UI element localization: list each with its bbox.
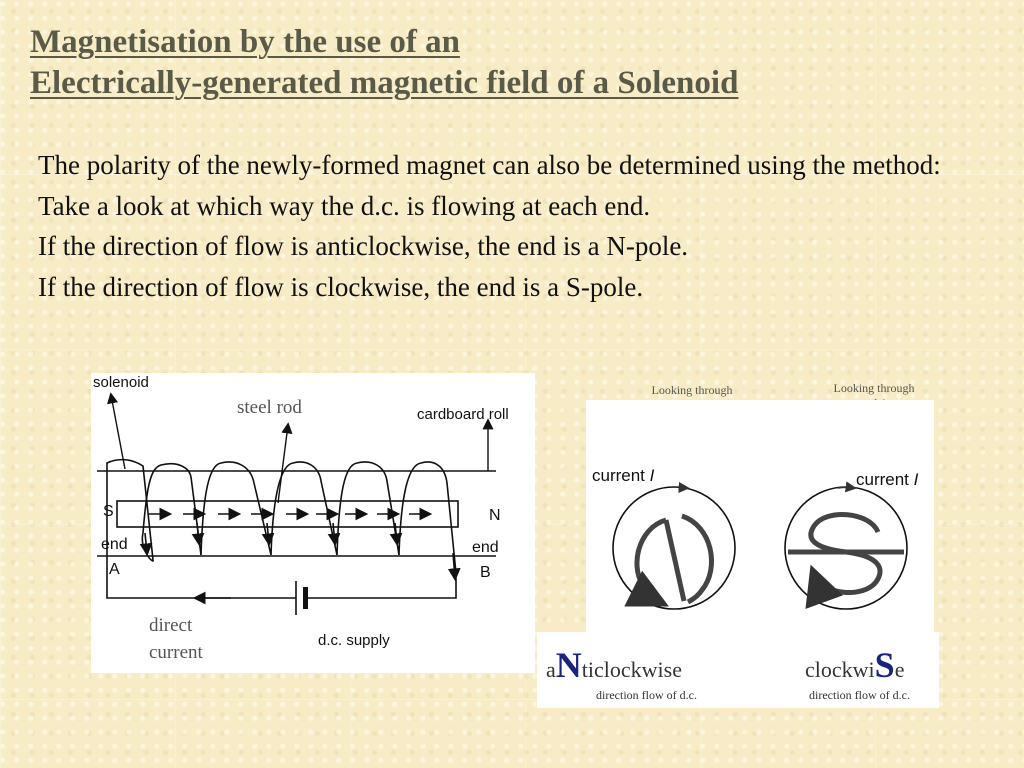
- title-line-1: Magnetisation by the use of an: [30, 24, 460, 60]
- captions-panel: [537, 632, 939, 708]
- body-line-3: If the direction of flow is anticlockwise, the end is a N-pole.: [38, 231, 689, 261]
- clock-suffix: e: [894, 657, 905, 682]
- caption-anti-sub: direction flow of d.c.: [596, 688, 697, 702]
- caption-clockwise: [805, 644, 904, 686]
- label-steel-rod: steel rod: [237, 397, 302, 418]
- label-solenoid: solenoid: [93, 374, 149, 391]
- current-right-text: current: [856, 470, 914, 489]
- coil-current-arrows: [145, 523, 455, 578]
- slide-title: [30, 22, 738, 104]
- label-pole-s: S: [103, 503, 114, 520]
- body-line-2: Take a look at which way the d.c. is flowing at each end.: [38, 190, 651, 221]
- label-cardboard-roll: cardboard roll: [417, 406, 509, 423]
- solenoid-pointer: [111, 395, 125, 469]
- circuit-wire-right: [306, 578, 456, 598]
- clock-prefix: clockwi: [805, 657, 875, 682]
- current-left-i: I: [649, 466, 655, 485]
- caption-clock-sub: direction flow of d.c.: [809, 688, 910, 702]
- steel-rod-pointer: [278, 425, 288, 503]
- n-letter: [637, 516, 712, 602]
- title-line-2: Electrically-generated magnetic field of a Solenoid: [30, 65, 739, 101]
- s-letter: [788, 515, 904, 593]
- end-view-diagram: [586, 400, 934, 635]
- current-label-left: [592, 466, 654, 486]
- look-b-line1: Looking through: [651, 383, 733, 397]
- anti-big-n: N: [555, 645, 582, 685]
- end-a-arrow-start: [838, 487, 854, 488]
- anti-prefix: a: [546, 657, 556, 682]
- label-end-b-1: end: [472, 539, 499, 556]
- solenoid-diagram: [91, 373, 535, 673]
- body-line-1: The polarity of the newly-formed magnet can also be determined using the method:: [38, 150, 941, 180]
- label-end-a-1: end: [101, 536, 128, 553]
- look-a-line1: Looking through: [833, 381, 915, 395]
- label-end-a-2: A: [109, 561, 120, 578]
- body-line-4: If the direction of flow is clockwise, the end is a S-pole.: [38, 271, 644, 302]
- clock-big-s: S: [874, 645, 895, 685]
- current-label-right: [856, 470, 918, 490]
- label-end-b-2: B: [480, 564, 491, 581]
- label-pole-n: N: [489, 507, 501, 524]
- end-view-drawing: [586, 400, 934, 635]
- current-right-i: I: [913, 470, 919, 489]
- anti-suffix: ticlockwise: [581, 657, 682, 682]
- battery-short-plate: [303, 587, 308, 609]
- label-dc-supply: d.c. supply: [318, 632, 390, 649]
- caption-anticlockwise: [546, 644, 682, 686]
- label-current: current: [149, 642, 203, 663]
- circuit-wire: [107, 563, 296, 598]
- label-direct: direct: [149, 615, 193, 636]
- current-left-text: current: [592, 466, 650, 485]
- end-b-arrow-start: [679, 487, 687, 488]
- body-text: [38, 145, 995, 307]
